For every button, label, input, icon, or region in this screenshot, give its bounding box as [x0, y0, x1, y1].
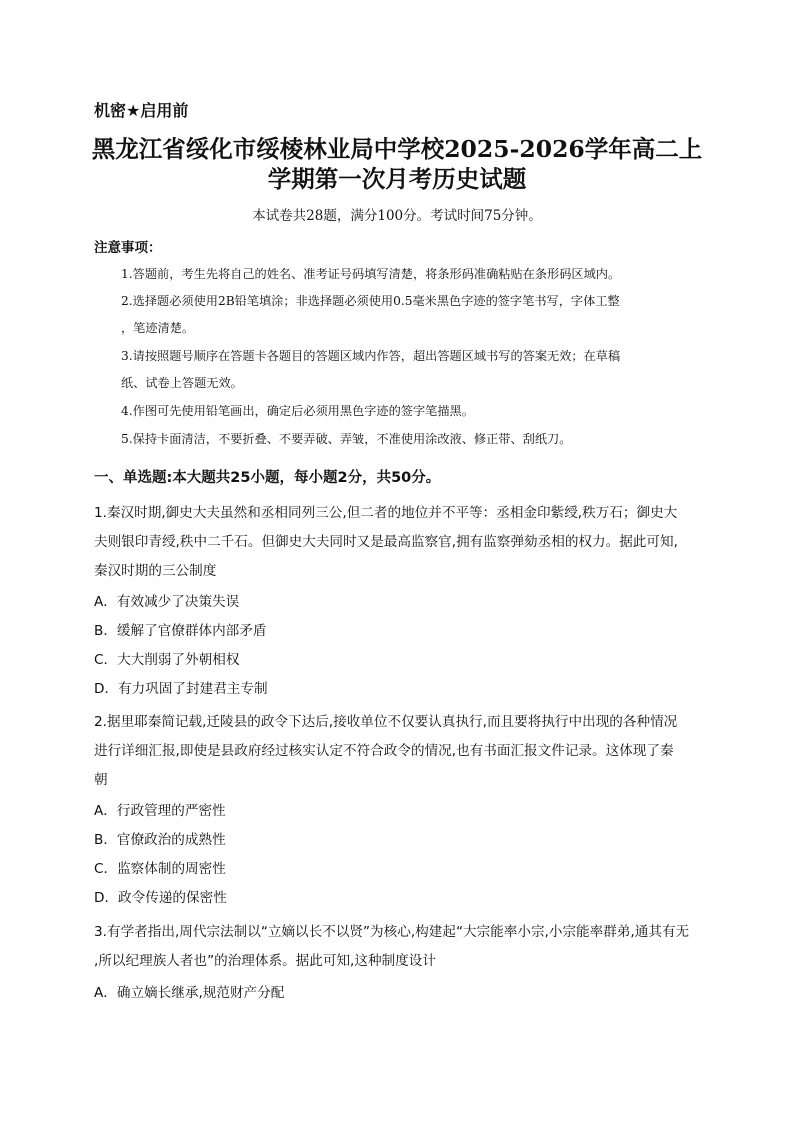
notice-item: 2.选择题必须使用2B铅笔填涂；非选择题必须使用0.5毫米黑色字迹的签字笔书写，字体工整 — [121, 294, 620, 308]
exam-title-line-1: 黑龙江省绥化市绥棱林业局中学校2025-2026学年高二上 — [91, 135, 703, 163]
option-a[interactable]: A．行政管理的严密性 — [94, 803, 226, 819]
exam-subtitle: 本试卷共28题，满分100分。考试时间75分钟。 — [252, 208, 542, 224]
notice-item: 3.请按照题号顺序在答题卡各题目的答题区域内作答，超出答题区域书写的答案无效；在草稿 — [121, 349, 621, 363]
question-line: 1.秦汉时期,御史大夫虽然和丞相同列三公,但二者的地位并不平等：丞相金印紫绶,秩万石；御史大 — [94, 505, 678, 521]
notice-item: ，笔迹清楚。 — [121, 321, 195, 335]
question-1 — [94, 499, 714, 586]
option-a[interactable]: A．有效减少了决策失误 — [94, 594, 240, 610]
notice-item: 5.保持卡面清洁，不要折叠、不要弄破、弄皱，不准使用涂改液、修正带、刮纸刀。 — [121, 432, 572, 446]
question-2 — [94, 708, 714, 795]
question-3 — [94, 918, 714, 976]
notice-item: 纸、试卷上答题无效。 — [121, 376, 243, 390]
notice-item: 4.作图可先使用铅笔画出，确定后必须用黑色字迹的签字笔描黑。 — [121, 404, 474, 418]
question-line: 3.有学者指出,周代宗法制以“立嫡以长不以贤”为核心,构建起“大宗能率小宗,小宗能率群弟,通其有无 — [94, 924, 690, 940]
option-a[interactable]: A．确立嫡长继承,规范财产分配 — [94, 985, 285, 1001]
option-d[interactable]: D．政令传递的保密性 — [94, 890, 227, 906]
notice-heading: 注意事项： — [94, 240, 162, 256]
option-d[interactable]: D．有力巩固了封建君主专制 — [94, 681, 268, 697]
question-line: 进行详细汇报,即使是县政府经过核实认定不符合政令的情况,也有书面汇报文件记录。这体现了秦 — [94, 743, 674, 759]
question-line: ,所以纪理族人者也”的治理体系。据此可知,这种制度设计 — [94, 953, 436, 969]
section-heading: 一、单选题:本大题共25小题，每小题2分，共50分。 — [94, 470, 441, 486]
option-c[interactable]: C．大大削弱了外朝相权 — [94, 652, 240, 668]
confidential-mark: 机密★启用前 — [94, 101, 189, 120]
notice-item: 1.答题前，考生先将自己的姓名、准考证号码填写清楚，将条形码准确粘贴在条形码区域内。 — [121, 267, 621, 281]
option-b[interactable]: B．缓解了官僚群体内部矛盾 — [94, 623, 267, 639]
exam-title-line-2: 学期第一次月考历史试题 — [267, 165, 527, 193]
option-c[interactable]: C．监察体制的周密性 — [94, 861, 226, 877]
question-line: 朝 — [94, 772, 108, 788]
question-line: 2.据里耶秦简记载,迁陵县的政令下达后,接收单位不仅要认真执行,而且要将执行中出现的各种情况 — [94, 714, 678, 730]
question-line: 秦汉时期的三公制度 — [94, 563, 217, 579]
question-line: 夫则银印青绶,秩中二千石。但御史大夫同时又是最高监察官,拥有监察弹劾丞相的权力。据此可知, — [94, 534, 678, 550]
option-b[interactable]: B．官僚政治的成熟性 — [94, 832, 226, 848]
